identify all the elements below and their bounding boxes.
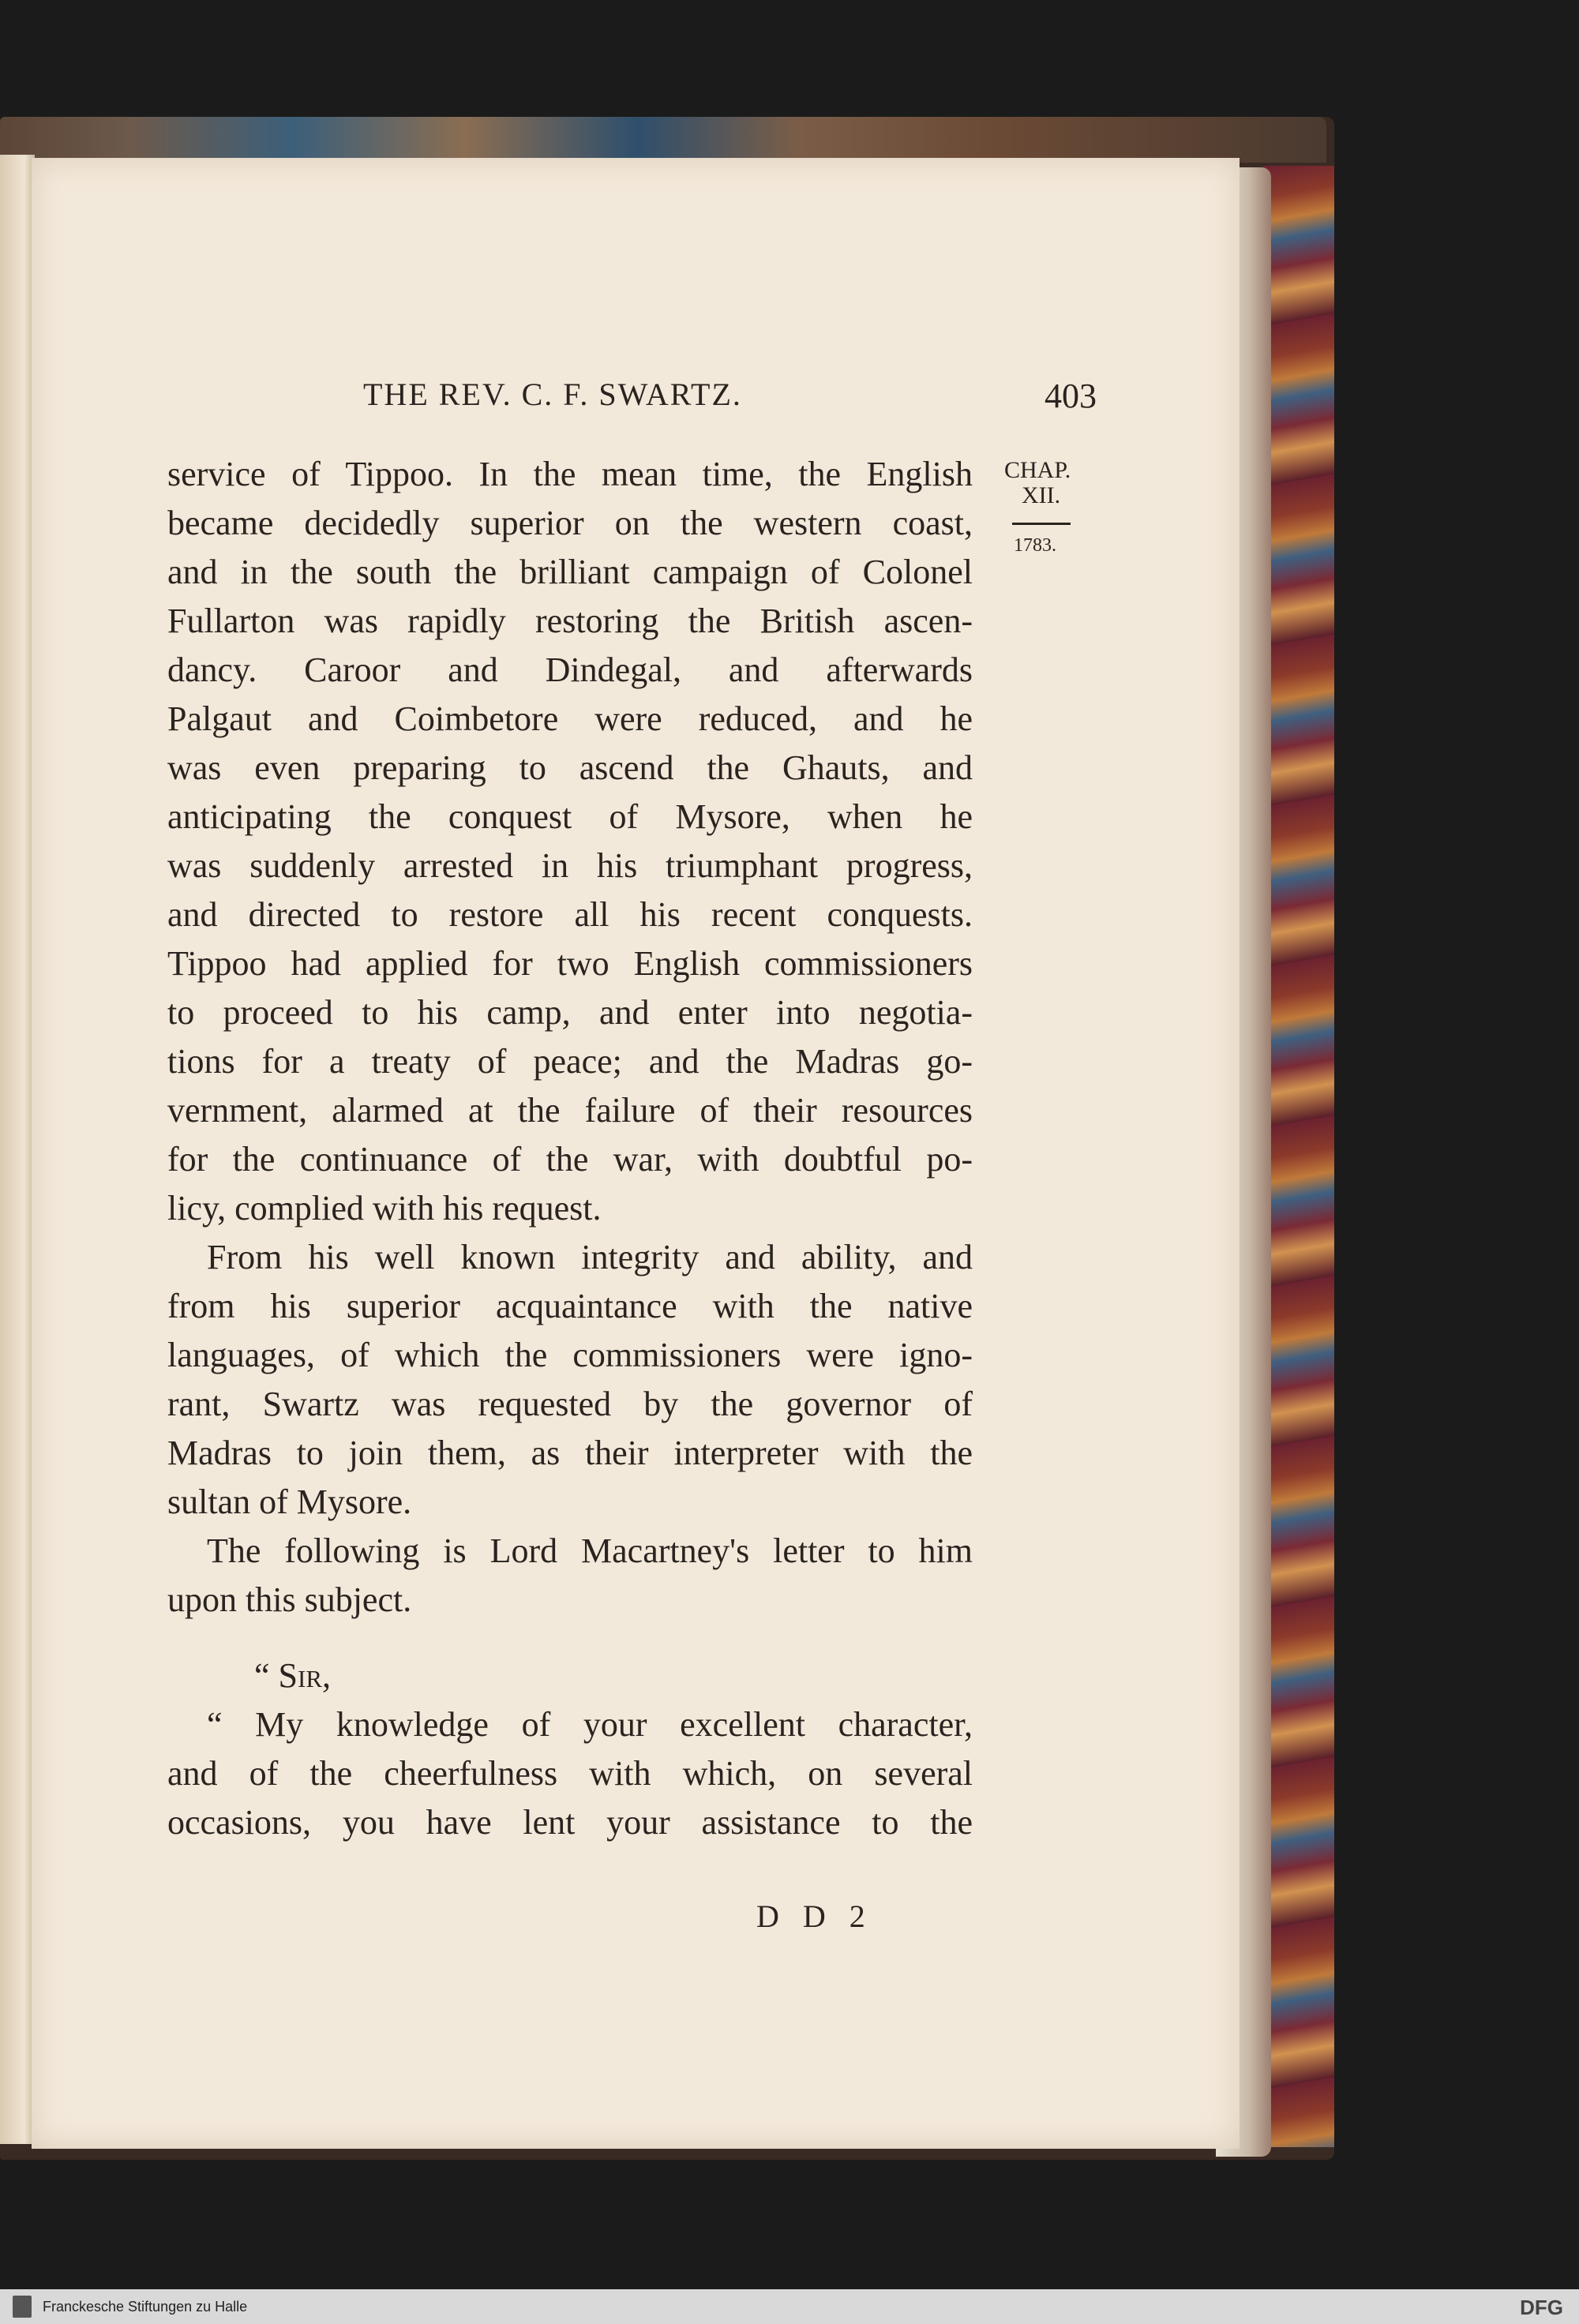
text-line: languages, of which the commissioners were igno-: [167, 1336, 973, 1374]
text-line: became decidedly superior on the western coast,: [167, 504, 973, 542]
margin-rule: [1012, 523, 1071, 525]
text-line: and of the cheerfulness with which, on several: [167, 1754, 973, 1793]
body-text: [167, 450, 973, 1847]
text-line: Palgaut and Coimbetore were reduced, and he: [167, 699, 973, 738]
margin-chapter-label: CHAP.: [1004, 457, 1071, 483]
text-line: tions for a treaty of peace; and the Madras go-: [167, 1042, 973, 1081]
signature-mark: D D 2: [756, 1899, 873, 1934]
text-line: “ My knowledge of your excellent character,: [207, 1705, 973, 1744]
page-number: 403: [1045, 377, 1097, 415]
text-line: The following is Lord Macartney's letter to him: [207, 1531, 973, 1570]
text-line: was even preparing to ascend the Ghauts, and: [167, 748, 973, 787]
margin-chapter-number: XII.: [1022, 482, 1061, 508]
text-line: and in the south the brilliant campaign of Colonel: [167, 553, 973, 591]
marbled-cover-edge: [1263, 166, 1334, 2147]
text-line: was suddenly arrested in his triumphant progress,: [167, 846, 973, 885]
text-line: From his well known integrity and ability, and: [207, 1238, 973, 1276]
marbled-cover-top: [0, 117, 1326, 163]
text-line: to proceed to his camp, and enter into negotia-: [167, 993, 973, 1032]
dfg-logo: DFG: [1520, 2296, 1563, 2319]
facing-page-edge: [0, 155, 35, 2144]
margin-year: 1783.: [1014, 535, 1056, 556]
text-line: Madras to join them, as their interpreter with the: [167, 1434, 973, 1472]
text-line: licy, complied with his request.: [167, 1189, 602, 1228]
text-line: Tippoo had applied for two English commissioners: [167, 944, 973, 983]
text-line: service of Tippoo. In the mean time, the English: [167, 455, 973, 493]
running-head: THE REV. C. F. SWARTZ.: [363, 377, 742, 412]
institution-logo-icon: [13, 2296, 32, 2318]
text-line: sultan of Mysore.: [167, 1482, 412, 1521]
text-line: occasions, you have lent your assistance to the: [167, 1803, 973, 1842]
text-line: anticipating the conquest of Mysore, when he: [167, 797, 973, 836]
text-line: “ Sir,: [254, 1656, 331, 1695]
text-line: and directed to restore all his recent conquests.: [167, 895, 973, 934]
text-line: from his superior acquaintance with the native: [167, 1287, 973, 1325]
text-line: dancy. Caroor and Dindegal, and afterwards: [167, 650, 973, 689]
text-line: rant, Swartz was requested by the governor of: [167, 1385, 973, 1423]
institution-name: Franckesche Stiftungen zu Halle: [43, 2299, 248, 2315]
line-gap: [167, 1625, 973, 1651]
viewer-footer-bar: [0, 2289, 1579, 2324]
text-line: vernment, alarmed at the failure of their resources: [167, 1091, 973, 1130]
text-line: upon this subject.: [167, 1580, 412, 1619]
text-line: for the continuance of the war, with doubtful po-: [167, 1140, 973, 1179]
text-line: Fullarton was rapidly restoring the British ascen-: [167, 602, 973, 640]
